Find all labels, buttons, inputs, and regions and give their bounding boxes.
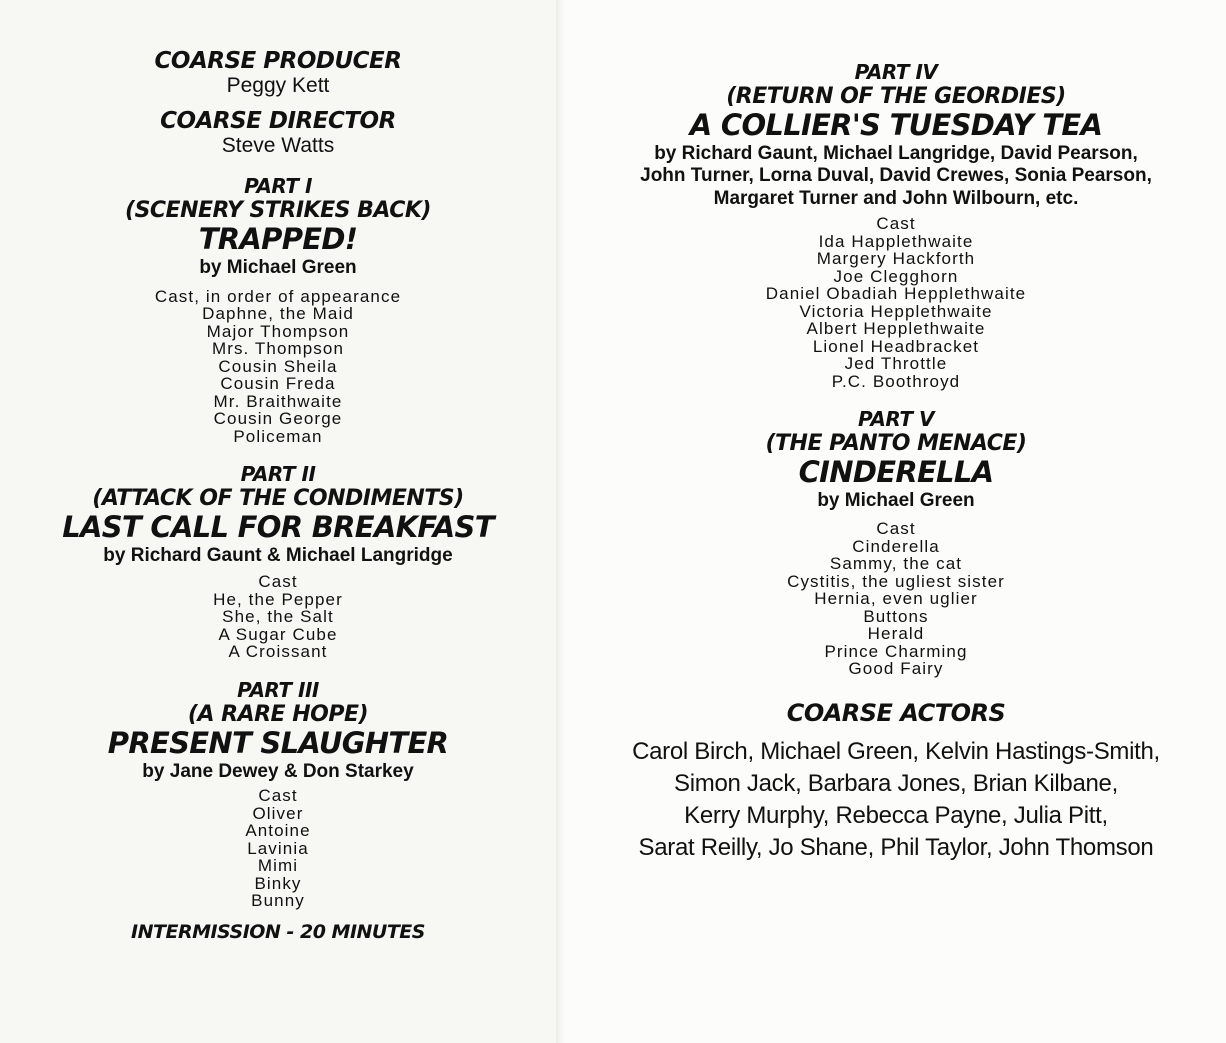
cast-item: Oliver bbox=[252, 803, 304, 823]
part-1-section bbox=[125, 175, 431, 445]
cast-item: Cinderella bbox=[852, 536, 940, 556]
actors-list bbox=[632, 736, 1160, 864]
cast-item: Victoria Hepplethwaite bbox=[799, 301, 993, 321]
cast-item: Daphne, the Maid bbox=[202, 304, 354, 323]
play-author: by Jane Dewey & Don Starkey bbox=[142, 760, 414, 782]
cast-item: Mimi bbox=[257, 856, 299, 876]
part-label: PART II bbox=[240, 462, 316, 486]
director-credit bbox=[160, 108, 396, 158]
play-title: CINDERELLA bbox=[798, 455, 994, 490]
cast-item: Ida Happlethwaite bbox=[818, 231, 974, 251]
cast-item: She, the Salt bbox=[222, 607, 334, 627]
producer-credit bbox=[155, 48, 402, 98]
cast-item: Hernia, even uglier bbox=[814, 589, 978, 609]
part-subtitle: (THE PANTO MENACE) bbox=[765, 431, 1027, 457]
cast-item: Jed Throttle bbox=[844, 354, 948, 374]
play-title: LAST CALL FOR BREAKFAST bbox=[62, 510, 494, 545]
part-5-section bbox=[766, 408, 1027, 678]
cast-list bbox=[245, 787, 310, 910]
cast-item: Buttons bbox=[863, 606, 929, 626]
cast-item: Lionel Headbracket bbox=[812, 336, 980, 356]
cast-list bbox=[766, 215, 1026, 390]
intermission-note: INTERMISSION - 20 MINUTES bbox=[131, 920, 425, 943]
cast-item: Cast bbox=[258, 572, 298, 592]
actors-line: Carol Birch, Michael Green, Kelvin Hastings-Smith, bbox=[632, 737, 1160, 765]
play-author: by Michael Green bbox=[199, 256, 357, 278]
part-label: PART I bbox=[244, 174, 312, 199]
cast-item: P.C. Boothroyd bbox=[831, 371, 961, 391]
cast-list bbox=[787, 520, 1005, 678]
part-4-section bbox=[640, 61, 1152, 390]
programme-right-page bbox=[566, 0, 1226, 1043]
director-name: Steve Watts bbox=[221, 133, 335, 157]
part-subtitle: (RETURN OF THE GEORDIES) bbox=[726, 84, 1066, 109]
cast-item: He, the Pepper bbox=[213, 589, 343, 609]
cast-item: Good Fairy bbox=[848, 659, 944, 679]
cast-item: Major Thompson bbox=[206, 321, 350, 341]
part-subtitle: (ATTACK OF THE CONDIMENTS) bbox=[92, 486, 464, 511]
cast-item: Prince Charming bbox=[824, 641, 968, 661]
cast-item: Joe Clegghorn bbox=[833, 266, 959, 286]
cast-item: Policeman bbox=[233, 426, 323, 446]
play-title: A COLLIER'S TUESDAY TEA bbox=[689, 108, 1103, 143]
cast-list bbox=[155, 288, 401, 446]
part-subtitle: (A RARE HOPE) bbox=[187, 701, 369, 727]
cast-item: Cousin George bbox=[213, 409, 343, 428]
producer-name: Peggy Kett bbox=[226, 74, 330, 98]
part-subtitle: (SCENERY STRIKES BACK) bbox=[125, 198, 431, 224]
actors-line: Sarat Reilly, Jo Shane, Phil Taylor, John Thomson bbox=[638, 833, 1154, 861]
cast-item: Cast bbox=[876, 519, 916, 539]
cast-item: Albert Hepplethwaite bbox=[806, 319, 986, 339]
cast-item: Cousin Sheila bbox=[218, 356, 338, 376]
cast-item: Cystitis, the ugliest sister bbox=[787, 571, 1005, 591]
part-label: PART V bbox=[858, 407, 934, 432]
part-3-section bbox=[108, 679, 448, 910]
director-heading: COARSE DIRECTOR bbox=[160, 107, 396, 134]
play-title: TRAPPED! bbox=[198, 222, 358, 257]
play-author-line: by Richard Gaunt, Michael Langridge, David Pearson, bbox=[654, 142, 1138, 164]
play-author: by Michael Green bbox=[817, 489, 975, 511]
page-fold bbox=[556, 0, 566, 1043]
cast-item: Herald bbox=[867, 624, 925, 644]
cast-item: Sammy, the cat bbox=[829, 554, 963, 574]
cast-item: Margery Hackforth bbox=[816, 249, 976, 269]
programme-left-page bbox=[0, 0, 556, 1043]
cast-item: Lavinia bbox=[247, 838, 309, 858]
play-author-line: John Turner, Lorna Duval, David Crewes, Sonia Pearson, bbox=[640, 165, 1152, 187]
cast-item: Antoine bbox=[245, 821, 311, 841]
cast-item: Cast bbox=[876, 214, 916, 234]
part-label: PART IV bbox=[854, 60, 938, 84]
producer-heading: COARSE PRODUCER bbox=[154, 48, 402, 74]
cast-item: Mrs. Thompson bbox=[211, 339, 345, 358]
cast-item: Daniel Obadiah Hepplethwaite bbox=[765, 284, 1027, 304]
cast-item: Bunny bbox=[251, 891, 305, 911]
play-title: PRESENT SLAUGHTER bbox=[107, 726, 449, 761]
cast-item: Mr. Braithwaite bbox=[213, 391, 343, 411]
actors-line: Kerry Murphy, Rebecca Payne, Julia Pitt, bbox=[684, 801, 1108, 829]
cast-item: Binky bbox=[254, 873, 302, 893]
cast-item: Cast bbox=[258, 786, 298, 806]
cast-item: Cast, in order of appearance bbox=[154, 286, 402, 306]
cast-item: Cousin Freda bbox=[220, 374, 336, 393]
cast-item: A Croissant bbox=[228, 642, 328, 662]
part-2-section bbox=[62, 463, 494, 661]
part-label: PART III bbox=[237, 677, 319, 702]
play-author-line: Margaret Turner and John Wilbourn, etc. bbox=[713, 188, 1079, 210]
actors-line: Simon Jack, Barbara Jones, Brian Kilbane, bbox=[674, 769, 1118, 797]
actors-section bbox=[632, 696, 1160, 864]
cast-item: A Sugar Cube bbox=[218, 624, 338, 644]
cast-list bbox=[213, 573, 343, 661]
actors-heading: COARSE ACTORS bbox=[786, 698, 1006, 727]
play-author: by Richard Gaunt & Michael Langridge bbox=[103, 544, 453, 566]
